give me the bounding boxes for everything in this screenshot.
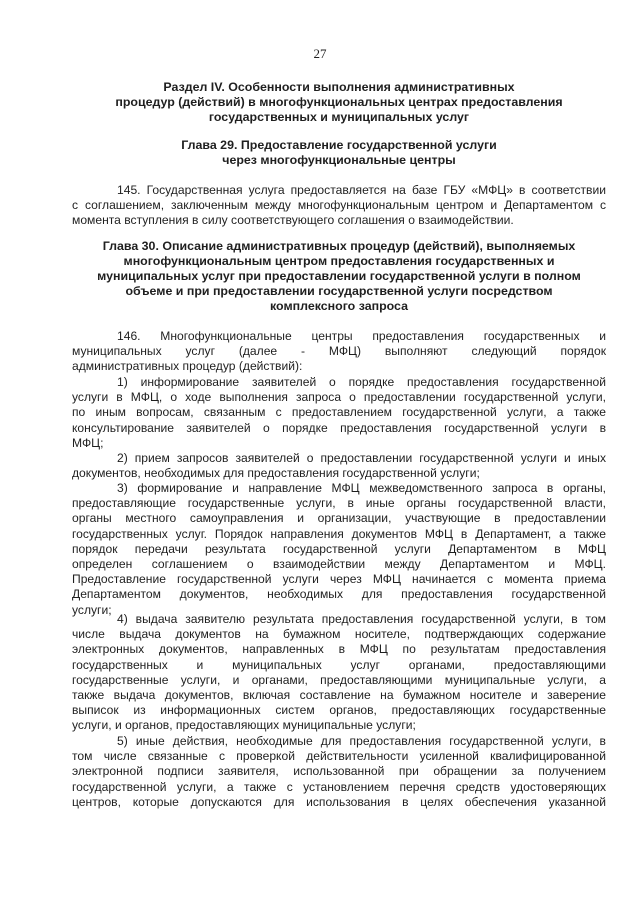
heading-line: процедур (действий) в многофункциональных центрах предоставления bbox=[115, 95, 563, 109]
text-line: порядок передачи результата государственной услуги Департаментом в МФЦ bbox=[72, 541, 606, 556]
heading-line: Глава 29. Предоставление государственной услуги bbox=[181, 138, 497, 152]
text-line: 5) иные действия, необходимые для предоставления государственной услуги, в bbox=[117, 734, 606, 748]
text-line: числе выдача документов на бумажном носителе, подтверждающих содержание bbox=[72, 627, 606, 642]
text-line: документов, необходимых для предоставления государственной услуги; bbox=[72, 466, 480, 481]
text-line: выписок из информационных систем органов, предоставляющих государственные bbox=[72, 703, 606, 718]
text-line: определен соглашением о взаимодействии между Департаментом и МФЦ. bbox=[72, 556, 606, 571]
page-number: 27 bbox=[313, 46, 327, 61]
list-item-4 bbox=[72, 612, 606, 734]
text-line: 2) прием запросов заявителей о предоставлении государственной услуги и иных bbox=[117, 451, 606, 465]
chapter-30-heading bbox=[72, 239, 606, 314]
text-line: консультирование заявителей о порядке предоставления государственной услуги в bbox=[72, 420, 606, 435]
text-line: электронной подписи заявителя, использованной при обращении за получением bbox=[72, 764, 606, 779]
text-line: государственных услуг. Порядок направления документов МФЦ в Департамент, а также bbox=[72, 526, 606, 541]
text-line: государственных и муниципальных услуг органами, предоставляющими bbox=[72, 657, 606, 672]
text-line: услуги, и органов, предоставляющих муниципальные услуги; bbox=[72, 718, 416, 733]
section-heading bbox=[72, 80, 606, 125]
heading-line: объеме и при предоставлении государственной услуги посредством bbox=[125, 284, 553, 298]
heading-line: государственных и муниципальных услуг bbox=[208, 110, 470, 124]
text-line: с соглашением, заключенным между многофункциональным центром и Департаментом с bbox=[72, 198, 606, 213]
text-line: по иным вопросам, связанным с предоставлением государственной услуги, а также bbox=[72, 405, 606, 420]
text-line: 4) выдача заявителю результата предоставления государственной услуги, в том bbox=[117, 612, 606, 626]
text-line: государственной услуги, а также с установлением перечня средств удостоверяющих bbox=[72, 779, 606, 794]
text-line: 145. Государственная услуга предоставляется на базе ГБУ «МФЦ» в соответствии bbox=[117, 183, 606, 197]
text-line: 146. Многофункциональные центры предоставления государственных и bbox=[117, 329, 606, 343]
text-line: центров, которые допускаются для использования в целях обеспечения указанной bbox=[72, 794, 606, 809]
text-line: 1) информирование заявителей о порядке предоставления государственной bbox=[117, 375, 606, 389]
text-line: административных процедур (действий): bbox=[72, 359, 303, 374]
list-item-2 bbox=[72, 451, 606, 481]
text-line: услуги; bbox=[72, 602, 112, 617]
text-line: Предоставление государственной услуги через МФЦ начинается с момента приема bbox=[72, 572, 606, 587]
heading-line: через многофункциональные центры bbox=[222, 153, 456, 167]
heading-line: Глава 30. Описание административных процедур (действий), выполняемых bbox=[102, 239, 576, 253]
chapter-29-heading bbox=[72, 138, 606, 168]
text-line: муниципальных услуг (далее - МФЦ) выполняют следующий порядок bbox=[72, 344, 606, 359]
text-line: момента вступления в силу соответствующего соглашения о взаимодействии. bbox=[72, 213, 514, 228]
text-line: МФЦ; bbox=[72, 435, 104, 450]
heading-line: многофункциональным центром предоставления государственных и bbox=[123, 254, 555, 268]
paragraph-145 bbox=[72, 183, 606, 229]
text-line: Департаментом документов, необходимых для предоставления государственной bbox=[72, 587, 606, 602]
paragraph-146 bbox=[72, 329, 606, 375]
text-line: том числе связанные с проверкой действительности усиленной квалифицированной bbox=[72, 749, 606, 764]
text-line: 3) формирование и направление МФЦ межведомственного запроса в органы, bbox=[117, 481, 606, 495]
list-item-5 bbox=[72, 734, 606, 810]
heading-line: муниципальных услуг при предоставлении государственной услуги в полном bbox=[97, 269, 581, 283]
heading-line: комплексного запроса bbox=[270, 299, 408, 313]
text-line: государственные услуги, и органами, предоставляющими муниципальные услуги, а bbox=[72, 672, 606, 687]
text-line: электронных документов, направленных в МФЦ по результатам предоставления bbox=[72, 642, 606, 657]
list-item-3 bbox=[72, 481, 606, 618]
list-item-1 bbox=[72, 375, 606, 451]
text-line: предоставляющие государственные услуги, в иные органы государственной власти, bbox=[72, 496, 606, 511]
text-line: органы местного самоуправления и организации, участвующие в предоставлении bbox=[72, 511, 606, 526]
heading-line: Раздел IV. Особенности выполнения административных bbox=[163, 80, 515, 94]
text-line: услуги в МФЦ, о ходе выполнения запроса о предоставлении государственной услуги, bbox=[72, 390, 606, 405]
text-line: также выдача документов, включая составление на бумажном носителе и заверение bbox=[72, 687, 606, 702]
